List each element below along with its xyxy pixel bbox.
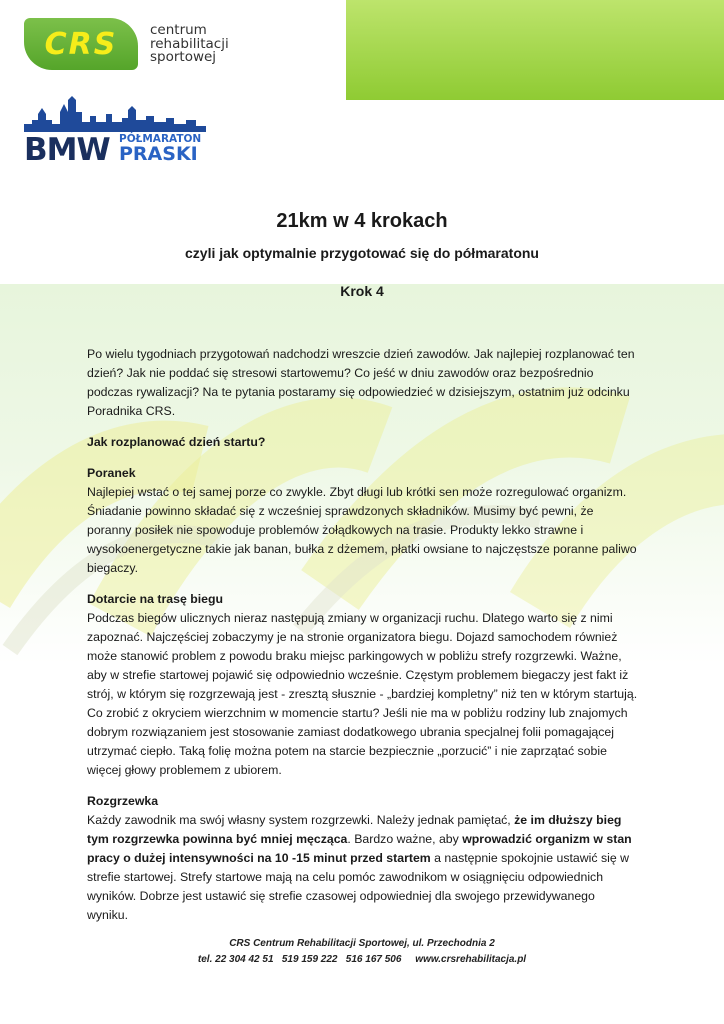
footer-contact: tel. 22 304 42 51 519 159 222 516 167 506 www.crsrehabilitacja.pl bbox=[197, 954, 527, 965]
rozgrzewka-bold-1: że im dłuższy bieg tym rozgrzewka powinna być mniej męcząca bbox=[87, 813, 622, 846]
page-subtitle: czyli jak optymalnie przygotować się do półmaratonu bbox=[185, 245, 539, 261]
section-text-dotarcie: Podczas biegów ulicznych nieraz następują zmiany w organizacji ruchu. Dlatego warto się z nimi zapoznać. Najczęściej zobaczymy je na stronie organizatora biegu. Dojazd samochodem również może stanowić problem z powodu braku miejsc parkingowych w pobliżu strefy rozgrzewki. Ważne, aby w strefie startowej pojawić się odpowiednio wcześnie. Częstym problemem biegaczy jest fakt iż strój, w którym się rozgrzewają jest - zresztą słusznie - „bardziej kompletny” niż ten w którym startują. Co zrobić z okryciem wierzchnim w momencie startu? Jeśli nie ma w pobliżu rodziny lub znajomych dobrym rozwiązaniem jest stosowanie zamiast dodatkowego ubrania specjalnej folii pomagającej utrzymać ciepło. Taką folię można potem na starcie bezpiecznie „porzucić” i nie zaprzątać sobie więcej głowy problemem z ubiorem. bbox=[87, 611, 638, 777]
section-heading-dotarcie: Dotarcie na trasę biegu bbox=[87, 592, 223, 606]
rozgrzewka-text-2: . Bardzo ważne, aby bbox=[347, 832, 463, 846]
section-heading-poranek: Poranek bbox=[87, 466, 136, 480]
step-label: Krok 4 bbox=[340, 283, 384, 299]
section-text-poranek: Najlepiej wstać o tej samej porze co zwykle. Zbyt długi lub krótki sen może rozregulować organizm. Śniadanie powinno składać się z wcześniej sprawdzonych składników. Musimy być pewni, że poranny posiłek nie spowoduje problemów żołądkowych na trasie. Produkty lekko strawne i wysokoenergetyczne takie jak banan, bułka z dżemem, płatki owsiane to najczęstsze poranne paliwo biegaczy. bbox=[87, 485, 637, 575]
bmw-line1-text: PÓŁMARATON bbox=[119, 133, 202, 145]
intro-paragraph: Po wielu tygodniach przygotowań nadchodzi wreszcie dzień zawodów. Jak najlepiej rozplanować ten dzień? Jak nie poddać się stresowi startowemu? Co jeść w dniu zawodów oraz bezpośrednio podczas rywalizacji? Na te pytania postaramy się odpowiedzieć w dzisiejszym, ostatnim już odcinku Poradnika CRS. bbox=[87, 347, 635, 418]
footer-address: CRS Centrum Rehabilitacji Sportowej, ul. Przechodnia 2 bbox=[229, 938, 495, 949]
bmw-brand-text: BMW bbox=[24, 132, 110, 164]
page-title: 21km w 4 krokach bbox=[276, 210, 448, 232]
main-heading: Jak rozplanować dzień startu? bbox=[87, 435, 266, 449]
article-body bbox=[87, 345, 639, 925]
bmw-polmaraton-logo bbox=[24, 94, 214, 164]
crs-tagline-line: centrum bbox=[150, 22, 207, 38]
rozgrzewka-bold-2: wprowadzić organizm w stan pracy o dużej intensywności na 10 -15 minut przed startem bbox=[87, 832, 632, 865]
crs-logo bbox=[24, 18, 138, 70]
rozgrzewka-text-3: a następnie spokojnie ustawić się w strefie startowej. Strefy startowe mają na celu pomóc zawodnikom w osiągnięciu odpowiednich wyników. Dobrze jest ustawić się strefie czasowej odpowiedniej dla swojego przewidywanego wyniku. bbox=[87, 851, 629, 922]
section-heading-rozgrzewka: Rozgrzewka bbox=[87, 794, 159, 808]
rozgrzewka-text-1: Każdy zawodnik ma swój własny system rozgrzewki. Należy jednak pamiętać, bbox=[87, 813, 515, 827]
header-green-panel bbox=[346, 0, 724, 100]
crs-tagline bbox=[150, 24, 229, 65]
crs-tagline-line: sportowej bbox=[150, 49, 217, 65]
crs-tagline-line: rehabilitacji bbox=[150, 35, 229, 52]
bmw-line2-text: PRASKI bbox=[119, 143, 198, 164]
crs-logo-text: CRS bbox=[44, 26, 118, 62]
section-text-rozgrzewka bbox=[87, 811, 639, 925]
